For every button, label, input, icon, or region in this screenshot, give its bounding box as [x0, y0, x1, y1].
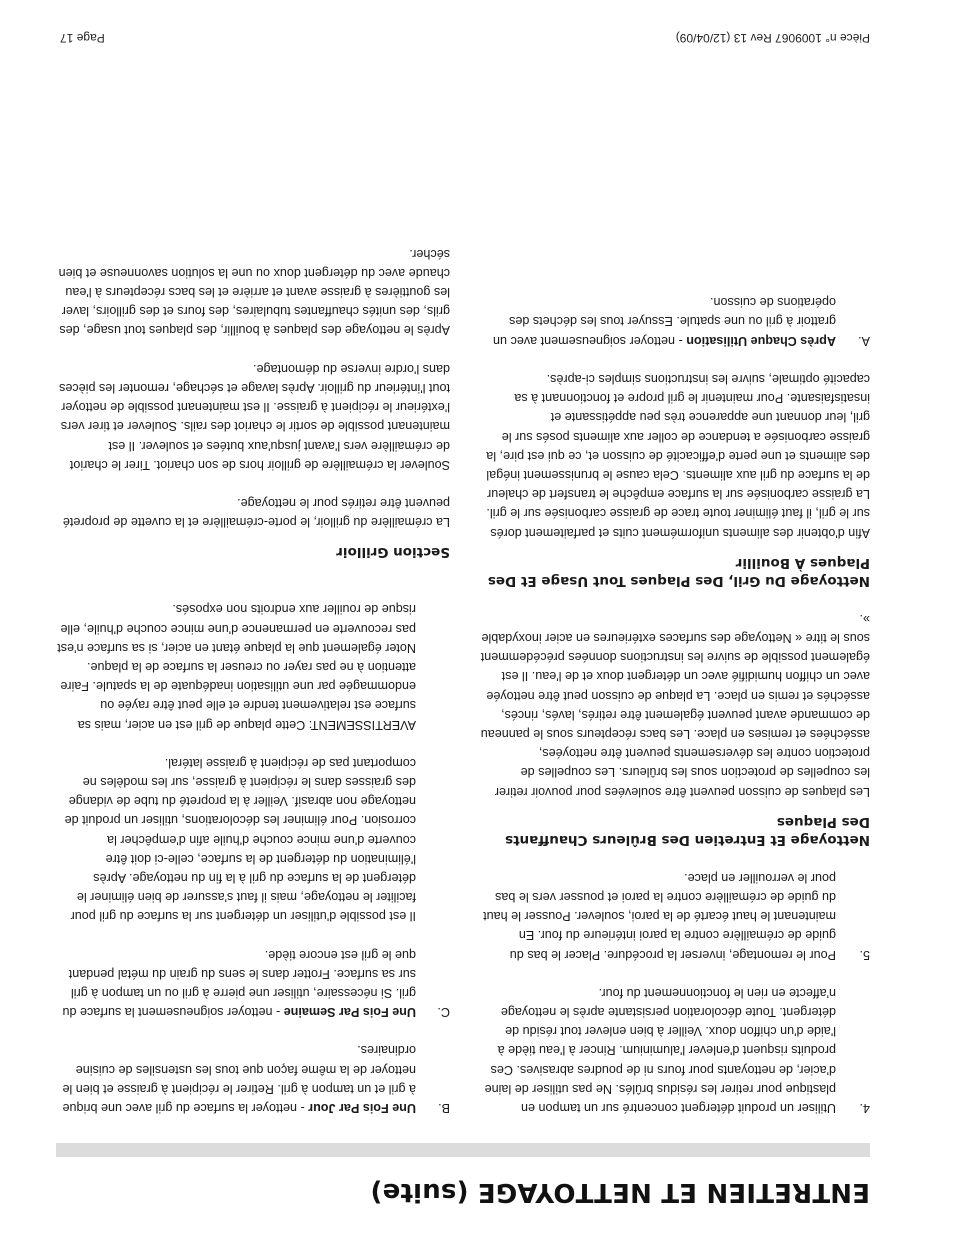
section-heading-burners: Nettoyage Et Entretien Des Brûleurs Chauffants Des Plaques: [505, 813, 870, 848]
paragraph: La crémaillère du grilloir, le porte-crémaillère et la cuvette de propreté peuvent être retirés pour le nettoyage.: [62, 495, 450, 530]
section-heading-grill: Nettoyage Du Gril, Des Plaques Tout Usage Et Des Plaques À Bouillir: [487, 554, 870, 589]
paragraph: Afin d'obtenir des aliments uniformément cuits et parfaitement dorés sur le gril, il faut éliminer toute trace de graisse carbonisée sur le gril. La graisse carbonisée sur la surface empêche le transfert de chaleur de la surface du gril aux aliments. Cela cause le brunissement inégal des aliments et une perte d'efficacité de cuisson et, ce qui est pire, la graisse carbonisée a tendance de coller aux aliments posés sur le gril, leur donnant une apparence très peu appétissante et insatisfaisante. Pour maintenir le gril propre et fonctionnant à sa capacité optimale, suivre les instructions simples ci-après.: [486, 371, 870, 540]
section-heading-broiler: Section Grilloir: [336, 544, 450, 561]
step-body: [56, 580, 416, 1021]
step-text: Pour le remontage, inverser la procédure. Placer le bas du guide de crémaillère contre la paroi intérieure du four. En maintenant le haut écarté de la paroi, soulever. Pousser le haut du guide de crémaillère contre la paroi et pousser vers le bas pour le verrouiller en place.: [483, 870, 836, 962]
right-column: [56, 224, 450, 1117]
paragraph: Soulever la crémaillère de grilloir hors de son chariot. Tirer le chariot de crémaillère vers l'avant jusqu'aux butées et soulever. Il est maintenant possible de sortir le chariot des rails. Soulever et tirer vers l'extérieur le récipient à graisse. Il est maintenant possible de nettoyer tout l'intérieur du grilloir. Après lavage et séchage, remonter les pièces dans l'ordre inverse du démontage.: [59, 361, 450, 472]
step-a: [480, 292, 870, 350]
title-band: [56, 1147, 870, 1207]
step-text: Utiliser un produit détergent concentré sur un tampon en plastique pour retirer les résidus brûlés. Ne pas utiliser de laine d'acier, de nettoyants pour fours ni de poudres abrasives. Ces produits risquent d'enlever l'aluminium. Rincer à l'eau tiède à l'aide d'un chiffon doux. Veiller à bien enlever tout résidu de détergent. Toute décoloration persistante après le nettoyage n'affecte en rien le fonctionnement du four.: [484, 985, 836, 1115]
step-text: [56, 1040, 416, 1117]
step-letter: B.: [438, 1101, 450, 1115]
step-label: Une Fois Par Jour: [308, 1101, 416, 1115]
page-title: ENTRETIEN ET NETTOYAGE (suite): [370, 1177, 870, 1207]
step-text: [480, 292, 836, 350]
step-number: 5.: [859, 947, 870, 962]
step-label: Une Fois Par Semaine: [283, 1005, 416, 1020]
paragraph: Après le nettoyage des plaques à bouillir, des plaques tout usage, des grils, des unités chauffantes tubulaires, des fours et des grilloirs, laver les gouttières à graisse avant et arrière et les bacs récepteurs à l'eau chaude avec du détergent doux ou une la solution savonneuse et bien sécher.: [58, 246, 450, 338]
step-b: [56, 1040, 450, 1117]
step-c: [56, 580, 450, 1021]
step-4: [480, 983, 870, 1117]
step-letter: A.: [858, 333, 870, 348]
warning-paragraph: AVERTISSEMENT: Cette plaque de gril est en acier, mais sa surface est relativement tendre et elle peut être rayée ou endommagée par une utilisation inadéquate de la spatule. Faire attention à ne pas rayer ou creuser la surface de la plaque. Noter également que la plaque étant en acier, si sa surface n'est pas recouverte en permanence d'une mince couche d'huile, elle risque de rouiller aux endroits non exposés.: [57, 602, 416, 732]
step-description: - nettoyer la surface du gril avec une brique à gril et un tampon à gril. Retirer le récipient à graisse et bien le nettoyer de la même façon que tous les ustensiles de cuisine ordinaires.: [62, 1043, 416, 1115]
left-column: [480, 273, 870, 1117]
step-description: - nettoyer soigneusement avec un grattoir à gril ou une spatule. Essuyer tous les déchets des opérations de cuisson.: [493, 295, 836, 348]
step-description: - nettoyer soigneusement la surface du gril. Si nécessaire, utiliser une pierre à gril ou un tampon à gril sur sa surface. Frotter dans le sens du grain du métal pendant que le gril est encore tiède.: [62, 947, 416, 1020]
page-number: Page 17: [60, 31, 105, 45]
step-text: [56, 944, 416, 1021]
paragraph: Il est possible d'utiliser un détergent sur la surface du gril pour faciliter le nettoyage, mais il faut s'assurer de bien éliminer le détergent de la surface du gril à la fin du nettoyage. Après l'élimination du détergent de la surface, celle-ci doit être couverte d'une mince couche d'huile afin d'empêcher la corrosion. Pour éliminer les décolorations, utiliser un produit de nettoyage non abrasif. Veiller à la propreté du tube de vidange des graisses dans le récipient à graisse, sur les modèles ne comportant pas de récipient à graisse latéral.: [64, 755, 416, 924]
step-letter: C.: [437, 1005, 450, 1020]
title-underline-bar: [56, 1143, 870, 1157]
step-5: [480, 868, 870, 964]
part-number: Pièce n° 1009067 Rev 13 (12/04/09): [675, 31, 870, 45]
step-number: 4.: [859, 1101, 870, 1115]
step-label: Après Chaque Utilisation: [686, 333, 836, 348]
paragraph: Les plaques de cuisson peuvent être soulevées pour pouvoir retirer les coupelles de protection sous les brûleurs. Les coupelles de protection contre les déversements peuvent être nettoyées, asséchées et remises en place. Les bacs récepteurs sous le panneau de commande avant peuvent également être retirés, lavés, rincés, asséchés et remis en place. La plaque de cuisson peut être nettoyée avec un chiffon humidifié avec un détergent doux et de l'eau. Il est également possible de suivre les instructions données précédemment sous le titre « Nettoyage des surfaces extérieures en acier inoxydable ».: [480, 611, 870, 799]
